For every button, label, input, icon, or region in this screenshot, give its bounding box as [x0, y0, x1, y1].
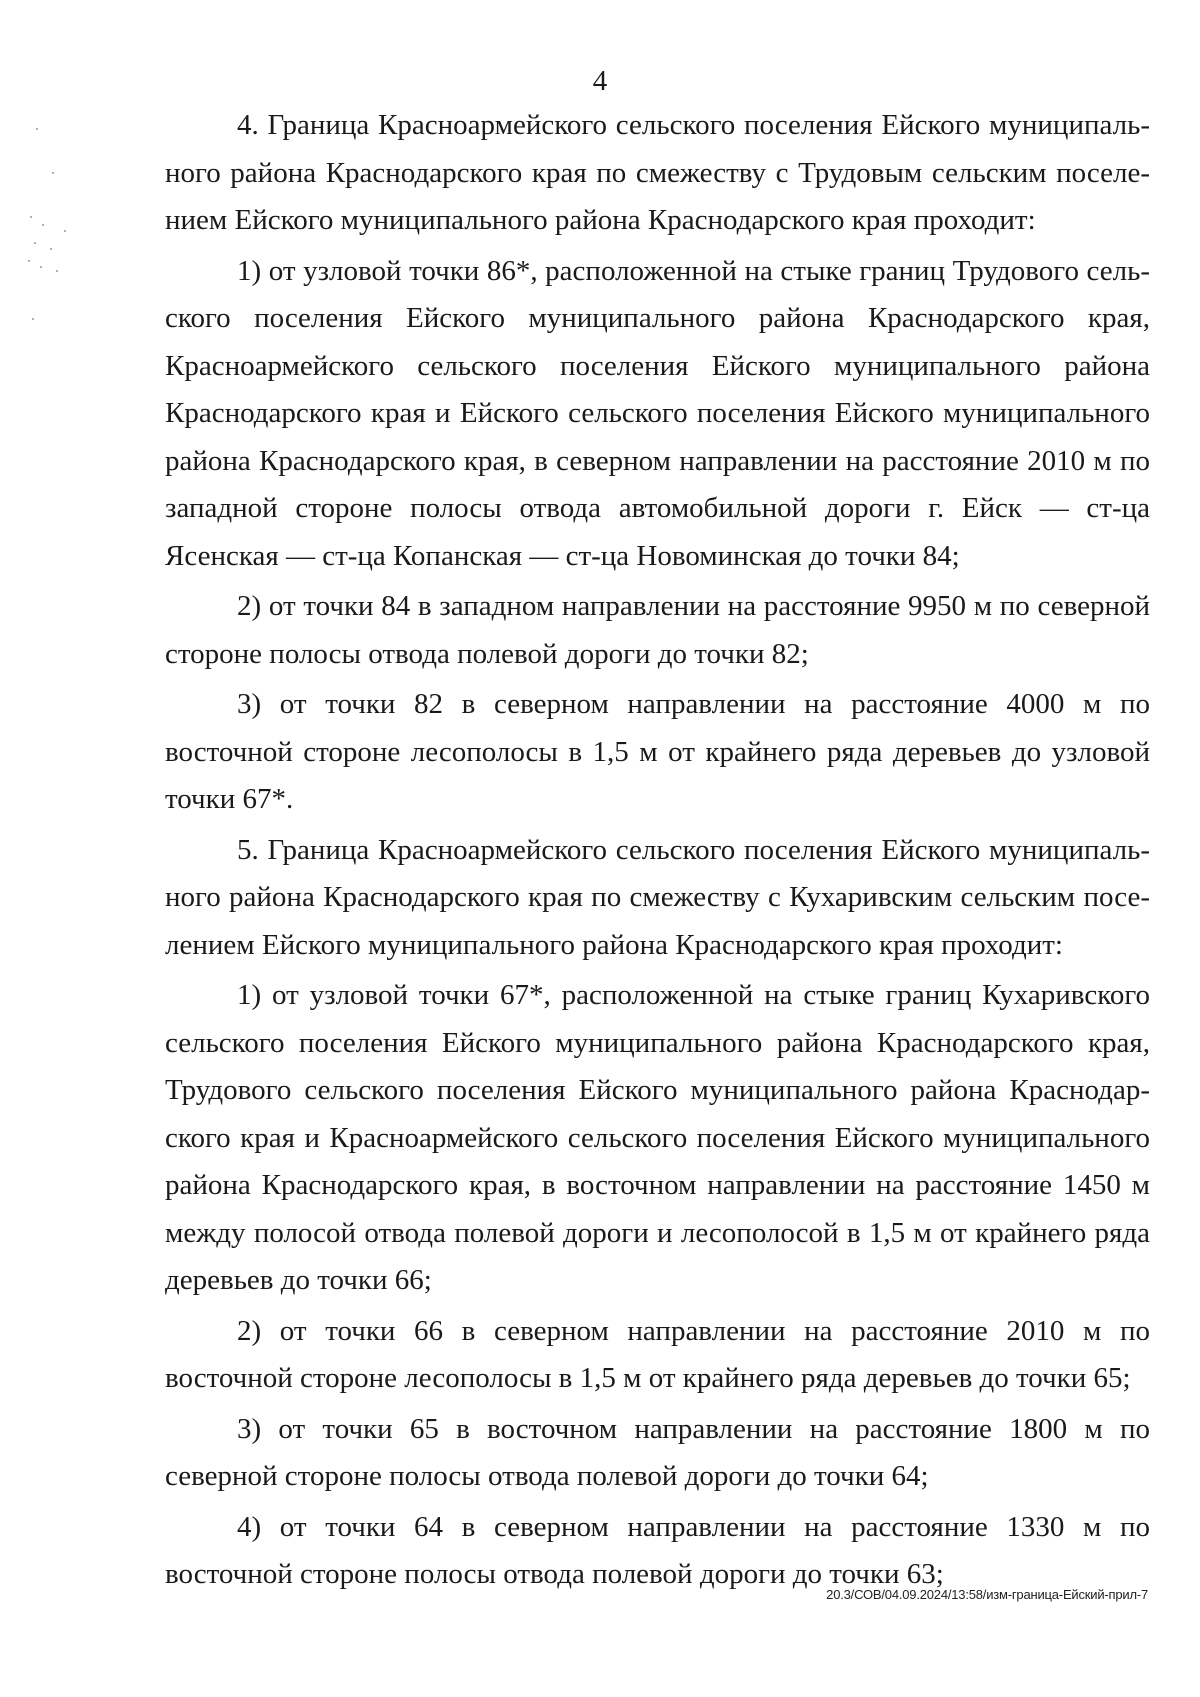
section-5-item-3: 3) от точки 65 в восточном направлении на расстояние 1800 м по северной стороне полосы отвода полевой дороги до точки 64; [165, 1412, 1150, 1492]
section-5-heading-paragraph: 5. Граница Красноармейского сельского поселения Ейского муниципального района Краснодарского края по смежеству с Кухаривским сельским поселением Ейского муниципального района Краснодарского края проходит: [165, 833, 1150, 961]
section-4-item-1: 1) от узловой точки 86*, расположенной на стыке границ Трудового сельского поселения Ейского муниципального района Краснодарского края, Красноармейского сельского поселения Ейского муниципального района Краснодарского края и Ейского сельского поселения Ейского муниципального района Краснодарского края, в северном направлении на расстояние 2010 м по западной стороне полосы отвода автомобильной дороги г. Ейск — ст-ца Ясенская — ст-ца Копанская — ст-ца Новоминская до точки 84; [165, 254, 1150, 572]
section-4-heading-paragraph: 4. Граница Красноармейского сельского поселения Ейского муниципального района Краснодарского края по смежеству с Трудовым сельским поселением Ейского муниципального района Краснодарского края проходит: [165, 109, 1150, 236]
section-4-item-3: 3) от точки 82 в северном направлении на расстояние 4000 м по восточной стороне лесополосы в 1,5 м от крайнего ряда деревьев до узловой точки 67*. [165, 688, 1150, 815]
section-5-item-2: 2) от точки 66 в северном направлении на расстояние 2010 м по восточной стороне лесополосы в 1,5 м от крайнего ряда деревьев до точки 65; [165, 1314, 1150, 1394]
scan-artifact-marks [22, 120, 92, 340]
section-4-item-2: 2) от точки 84 в западном направлении на расстояние 9950 м по северной стороне полосы отвода полевой дороги до точки 82; [165, 590, 1150, 670]
document-footer-code: 20.3/СОВ/04.09.2024/13:58/изм-граница-Ейский-прил-7 [826, 1587, 1148, 1602]
document-body [165, 102, 1150, 1602]
section-5-item-4: 4) от точки 64 в северном направлении на расстояние 1330 м по восточной стороне полосы отвода полевой дороги до точки 63; [165, 1510, 1150, 1590]
page-number: 4 [592, 65, 608, 97]
section-5-item-1: 1) от узловой точки 67*, расположенной на стыке границ Кухаривского сельского поселения Ейского муниципального района Краснодарского края, Трудового сельского поселения Ейского муниципального района Краснодарского края и Красноармейского сельского поселения Ейского муниципального района Краснодарского края, в восточном направлении на расстояние 1450 м между полосой отвода полевой дороги и лесополосой в 1,5 м от крайнего ряда деревьев до точки 66; [165, 979, 1150, 1296]
